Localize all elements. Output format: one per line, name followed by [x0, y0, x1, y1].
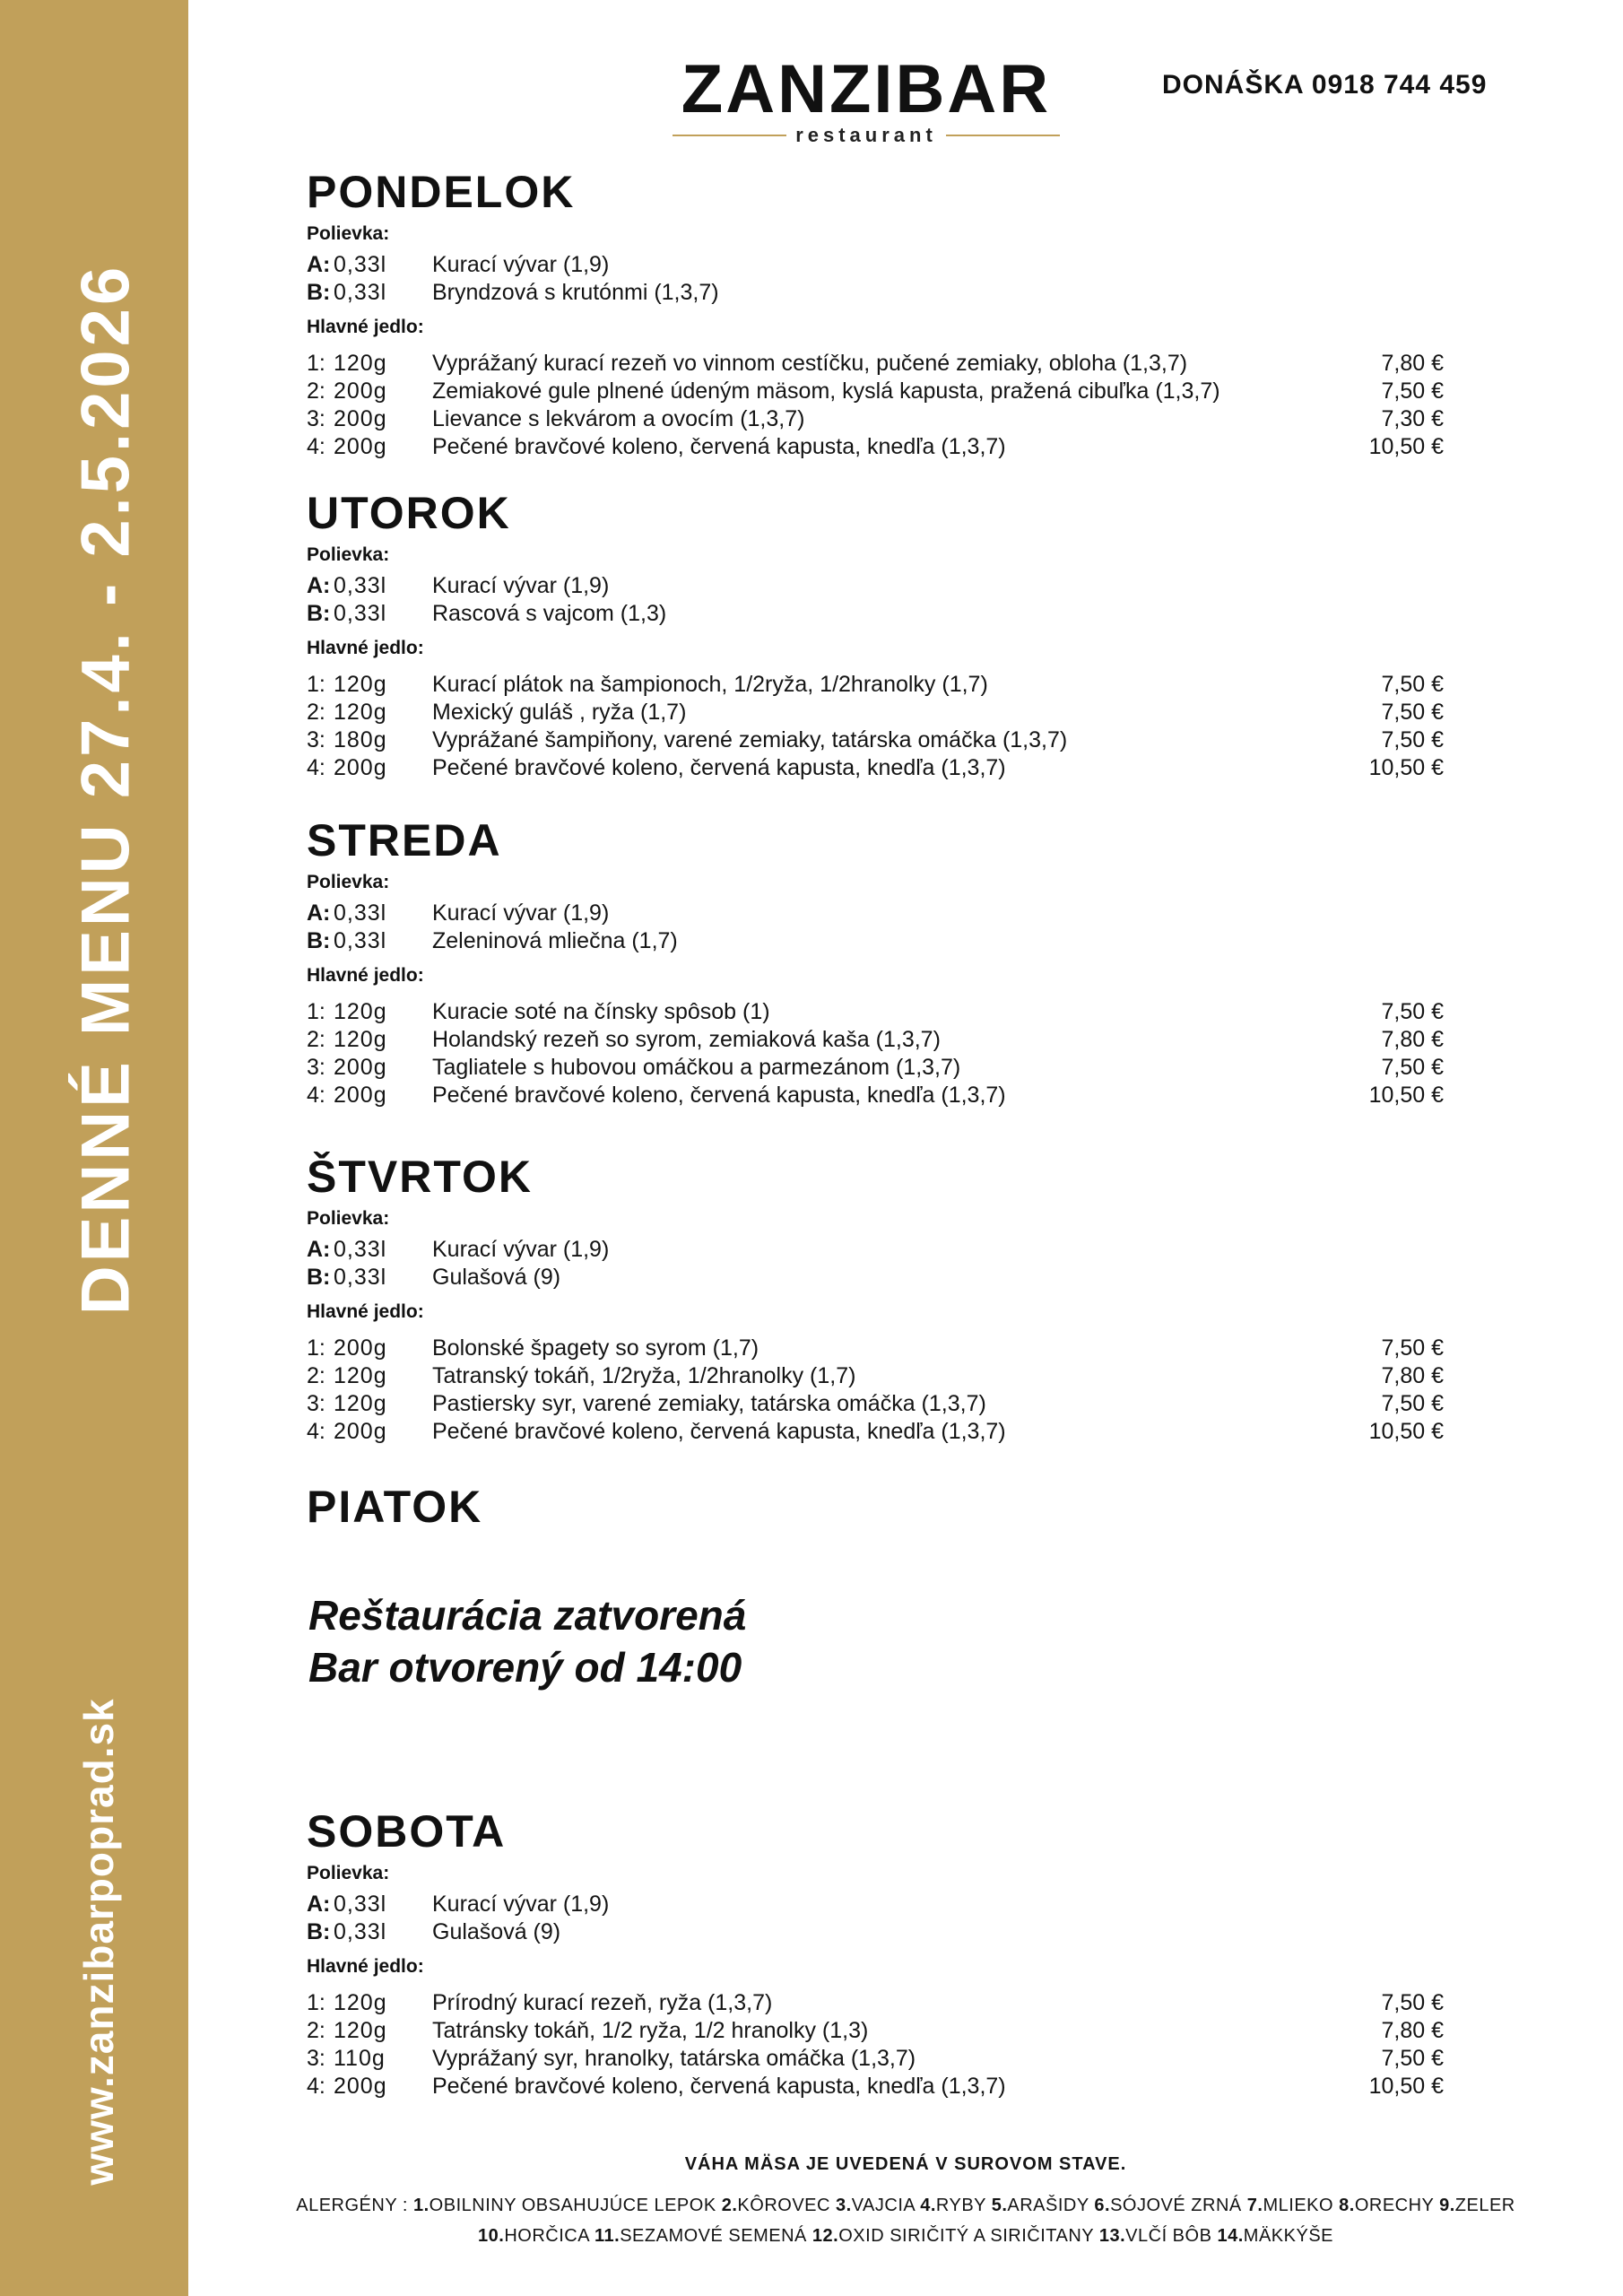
main-qty: 120g [334, 1391, 387, 1416]
allergen-name: ZELER [1454, 2196, 1515, 2215]
logo-divider [673, 135, 786, 136]
main-name: Pečené bravčové koleno, červená kapusta, knedľa (1,3,7) [432, 434, 1006, 459]
allergen-name: OBILNINY OBSAHUJÚCE LEPOK [429, 2196, 716, 2215]
day-name: PIATOK [307, 1482, 483, 1532]
main-name: Kuracie soté na čínsky spôsob (1) [432, 999, 770, 1024]
main-name: Bolonské špagety so syrom (1,7) [432, 1335, 759, 1361]
friday-section [307, 1478, 1444, 1535]
allergen-legend [215, 2190, 1596, 2251]
main-price: 7,50 € [1381, 1990, 1444, 2015]
main-num: 2: [307, 2018, 325, 2043]
allergen-num: 13. [1098, 2226, 1126, 2246]
soup-key: A: [307, 1892, 331, 1917]
soup-key: B: [307, 1919, 331, 1944]
main-num: 4: [307, 1083, 325, 1108]
main-qty: 120g [334, 999, 387, 1024]
main-name: Zemiakové gule plnené údeným mäsom, kyslá kapusta, pražená cibuľka (1,3,7) [432, 378, 1220, 404]
main-row [307, 433, 1444, 461]
main-name: Pečené bravčové koleno, červená kapusta, knedľa (1,3,7) [432, 755, 1006, 780]
main-qty: 120g [334, 1027, 387, 1052]
soup-key: B: [307, 928, 331, 953]
allergen-num: 11. [595, 2226, 621, 2246]
main-qty: 120g [334, 700, 387, 725]
main-price: 7,50 € [1381, 1055, 1444, 1080]
soup-row [307, 900, 1444, 927]
soup-list [307, 900, 1444, 955]
main-price: 10,50 € [1368, 1419, 1444, 1444]
allergen-num: 5. [991, 2196, 1008, 2215]
main-name: Vyprážané šampiňony, varené zemiaky, tatárska omáčka (1,3,7) [432, 727, 1068, 752]
main-name: Pastiersky syr, varené zemiaky, tatárska omáčka (1,3,7) [432, 1391, 986, 1416]
soup-list [307, 572, 1444, 628]
main-name: Pečené bravčové koleno, červená kapusta, knedľa (1,3,7) [432, 1083, 1006, 1108]
main-price: 7,50 € [1381, 1335, 1444, 1361]
main-num: 4: [307, 434, 325, 459]
main-list [307, 350, 1444, 461]
allergen-list [413, 2196, 1515, 2246]
main-row [307, 2017, 1444, 2045]
allergen-name: ARAŠIDY [1007, 2196, 1089, 2215]
soup-label: Polievka: [307, 872, 390, 892]
main-price: 10,50 € [1368, 755, 1444, 780]
allergen-name: SÓJOVÉ ZRNÁ [1110, 2196, 1242, 2215]
day-section [307, 163, 1444, 461]
soup-name: Rascová s vajcom (1,3) [432, 601, 667, 626]
main-num: 2: [307, 1363, 325, 1388]
main-num: 3: [307, 1055, 325, 1080]
allergen-name: KÔROVEC [737, 2196, 830, 2215]
bar-hours: Bar otvorený od 14:00 [308, 1644, 742, 1691]
soup-name: Gulašová (9) [432, 1919, 561, 1944]
delivery-phone: DONÁŠKA 0918 744 459 [1162, 70, 1488, 100]
allergen-num: 12. [812, 2226, 839, 2246]
main-qty: 180g [334, 727, 387, 752]
allergen-item [589, 2226, 807, 2246]
main-list [307, 1335, 1444, 1446]
main-price: 10,50 € [1368, 2074, 1444, 2099]
day-section [307, 1803, 1444, 2100]
main-row [307, 350, 1444, 378]
soup-key: B: [307, 601, 331, 626]
main-name: Tatránsky tokáň, 1/2 ryža, 1/2 hranolky (1,3) [432, 2018, 869, 2043]
main-row [307, 1362, 1444, 1390]
main-qty: 120g [334, 1990, 387, 2015]
soup-qty: 0,33l [334, 1237, 387, 1262]
main-num: 1: [307, 351, 325, 376]
main-qty: 200g [334, 1083, 387, 1108]
soup-key: B: [307, 1265, 331, 1290]
main-qty: 200g [334, 1419, 387, 1444]
main-row [307, 699, 1444, 726]
soup-qty: 0,33l [334, 928, 387, 953]
main-list [307, 1989, 1444, 2100]
main-row [307, 2073, 1444, 2100]
soup-row [307, 1918, 1444, 1946]
soup-name: Bryndzová s krutónmi (1,3,7) [432, 280, 719, 305]
main-label: Hlavné jedlo: [307, 1956, 424, 1977]
main-name: Tatranský tokáň, 1/2ryža, 1/2hranolky (1,7) [432, 1363, 856, 1388]
allergen-item [807, 2226, 1094, 2246]
day-section [307, 1148, 1444, 1446]
logo-sub-text: restaurant [795, 124, 937, 146]
main-label: Hlavné jedlo: [307, 965, 424, 986]
soup-list [307, 251, 1444, 307]
main-qty: 120g [334, 672, 387, 697]
main-num: 3: [307, 727, 325, 752]
friday-notice [308, 1589, 746, 1693]
soup-qty: 0,33l [334, 1892, 387, 1917]
soup-label: Polievka: [307, 1208, 390, 1229]
soup-list [307, 1236, 1444, 1292]
main-num: 1: [307, 999, 325, 1024]
allergen-name: ORECHY [1354, 2196, 1435, 2215]
soup-name: Gulašová (9) [432, 1265, 561, 1290]
soup-name: Kurací vývar (1,9) [432, 573, 610, 598]
soup-row [307, 1236, 1444, 1264]
main-row [307, 1054, 1444, 1082]
allergen-prefix: ALERGÉNY : [296, 2196, 408, 2215]
allergen-name: RYBY [935, 2196, 986, 2215]
main-label: Hlavné jedlo: [307, 317, 424, 337]
main-list [307, 671, 1444, 782]
menu-date-title: DENNÉ MENU 27.4. - 2.5.2026 [67, 263, 144, 1316]
logo-name: ZANZIBAR [681, 51, 1052, 127]
soup-name: Kurací vývar (1,9) [432, 1892, 610, 1917]
allergen-item [478, 2226, 589, 2246]
main-num: 4: [307, 755, 325, 780]
soup-list [307, 1891, 1444, 1946]
soup-row [307, 279, 1444, 307]
main-price: 7,80 € [1381, 1027, 1444, 1052]
allergen-num: 4. [920, 2196, 936, 2215]
soup-row [307, 251, 1444, 279]
main-row [307, 671, 1444, 699]
main-num: 3: [307, 406, 325, 431]
weight-note: VÁHA MÄSA JE UVEDENÁ V SUROVOM STAVE. [684, 2154, 1127, 2174]
soup-label: Polievka: [307, 1863, 390, 1883]
allergen-num: 3. [836, 2196, 852, 2215]
main-qty: 200g [334, 406, 387, 431]
main-num: 1: [307, 672, 325, 697]
main-price: 7,50 € [1381, 2046, 1444, 2071]
main-row [307, 2045, 1444, 2073]
main-num: 3: [307, 2046, 325, 2071]
allergen-item [830, 2196, 915, 2215]
allergen-num: 7. [1246, 2196, 1263, 2215]
day-name: UTOROK [307, 488, 511, 538]
soup-qty: 0,33l [334, 280, 387, 305]
main-qty: 200g [334, 378, 387, 404]
main-name: Pečené bravčové koleno, červená kapusta, knedľa (1,3,7) [432, 1419, 1006, 1444]
main-qty: 200g [334, 434, 387, 459]
main-qty: 200g [334, 1055, 387, 1080]
soup-label: Polievka: [307, 223, 390, 244]
main-name: Pečené bravčové koleno, červená kapusta, knedľa (1,3,7) [432, 2074, 1006, 2099]
soup-qty: 0,33l [334, 900, 387, 926]
day-name: STREDA [307, 815, 502, 865]
allergen-item [1242, 2196, 1333, 2215]
main-name: Tagliatele s hubovou omáčkou a parmezánom (1,3,7) [432, 1055, 961, 1080]
main-num: 1: [307, 1335, 325, 1361]
allergen-name: HORČICA [504, 2226, 589, 2246]
main-num: 3: [307, 1391, 325, 1416]
allergen-item [915, 2196, 986, 2215]
soup-name: Kurací vývar (1,9) [432, 252, 610, 277]
soup-key: A: [307, 900, 331, 926]
soup-qty: 0,33l [334, 1265, 387, 1290]
soup-name: Zeleninová mliečna (1,7) [432, 928, 678, 953]
soup-qty: 0,33l [334, 601, 387, 626]
allergen-name: MLIEKO [1263, 2196, 1334, 2215]
allergen-item [413, 2196, 716, 2215]
main-row [307, 1390, 1444, 1418]
soup-row [307, 1264, 1444, 1292]
allergen-item [1094, 2226, 1212, 2246]
soup-row [307, 600, 1444, 628]
allergen-item [716, 2196, 830, 2215]
main-name: Vyprážaný kurací rezeň vo vinnom cestíčku, pučené zemiaky, obloha (1,3,7) [432, 351, 1188, 376]
main-num: 2: [307, 700, 325, 725]
main-price: 7,50 € [1381, 999, 1444, 1024]
main-qty: 200g [334, 2074, 387, 2099]
allergen-name: VLČÍ BÔB [1125, 2226, 1212, 2246]
main-num: 2: [307, 1027, 325, 1052]
allergen-num: 10. [478, 2226, 505, 2246]
main-row [307, 726, 1444, 754]
main-price: 7,50 € [1381, 672, 1444, 697]
soup-row [307, 927, 1444, 955]
main-num: 4: [307, 2074, 325, 2099]
main-row [307, 998, 1444, 1026]
allergen-item [986, 2196, 1089, 2215]
allergen-item [1089, 2196, 1241, 2215]
main-price: 7,80 € [1381, 351, 1444, 376]
main-num: 4: [307, 1419, 325, 1444]
allergen-name: MÄKKÝŠE [1243, 2226, 1333, 2246]
main-qty: 110g [334, 2046, 386, 2071]
main-qty: 120g [334, 1363, 387, 1388]
soup-name: Kurací vývar (1,9) [432, 1237, 610, 1262]
main-row [307, 378, 1444, 405]
soup-key: A: [307, 573, 331, 598]
allergen-item [1434, 2196, 1515, 2215]
soup-name: Kurací vývar (1,9) [432, 900, 610, 926]
soup-key: B: [307, 280, 331, 305]
day-section [307, 484, 1444, 782]
main-row [307, 754, 1444, 782]
soup-qty: 0,33l [334, 573, 387, 598]
day-section [307, 812, 1444, 1109]
main-name: Lievance s lekvárom a ovocím (1,3,7) [432, 406, 805, 431]
main-qty: 200g [334, 1335, 387, 1361]
allergen-item [1211, 2226, 1333, 2246]
website-url: www.zanzibarpoprad.sk [75, 1698, 122, 2186]
main-price: 7,80 € [1381, 1363, 1444, 1388]
day-name: PONDELOK [307, 167, 576, 217]
allergen-name: SEZAMOVÉ SEMENÁ [620, 2226, 807, 2246]
soup-qty: 0,33l [334, 1919, 387, 1944]
main-row [307, 1989, 1444, 2017]
soup-row [307, 572, 1444, 600]
main-name: Vyprážaný syr, hranolky, tatárska omáčka (1,3,7) [432, 2046, 916, 2071]
main-label: Hlavné jedlo: [307, 638, 424, 658]
allergen-num: 14. [1217, 2226, 1244, 2246]
main-qty: 120g [334, 2018, 387, 2043]
main-name: Holandský rezeň so syrom, zemiaková kaša (1,3,7) [432, 1027, 941, 1052]
soup-label: Polievka: [307, 544, 390, 565]
logo-divider [946, 135, 1060, 136]
soup-key: A: [307, 252, 331, 277]
main-price: 7,50 € [1381, 727, 1444, 752]
restaurant-logo [673, 52, 1060, 147]
allergen-item [1333, 2196, 1434, 2215]
day-name: SOBOTA [307, 1806, 507, 1857]
main-price: 7,30 € [1381, 406, 1444, 431]
main-name: Mexický guláš , ryža (1,7) [432, 700, 687, 725]
main-price: 10,50 € [1368, 1083, 1444, 1108]
main-list [307, 998, 1444, 1109]
main-num: 1: [307, 1990, 325, 2015]
allergen-num: 8. [1339, 2196, 1355, 2215]
soup-key: A: [307, 1237, 331, 1262]
main-num: 2: [307, 378, 325, 404]
soup-row [307, 1891, 1444, 1918]
main-name: Kurací plátok na šampionoch, 1/2ryža, 1/2hranolky (1,7) [432, 672, 988, 697]
closed-notice: Reštaurácia zatvorená [308, 1592, 747, 1639]
allergen-name: VAJCIA [851, 2196, 916, 2215]
allergen-num: 2. [721, 2196, 738, 2215]
main-row [307, 1026, 1444, 1054]
main-row [307, 1082, 1444, 1109]
day-name: ŠTVRTOK [307, 1152, 533, 1202]
main-name: Prírodný kurací rezeň, ryža (1,3,7) [432, 1990, 773, 2015]
allergen-num: 6. [1094, 2196, 1111, 2215]
main-price: 10,50 € [1368, 434, 1444, 459]
main-row [307, 1335, 1444, 1362]
main-price: 7,50 € [1381, 378, 1444, 404]
main-row [307, 1418, 1444, 1446]
soup-qty: 0,33l [334, 252, 387, 277]
allergen-num: 9. [1439, 2196, 1455, 2215]
sidebar-band [0, 0, 188, 2296]
allergen-name: OXID SIRIČITÝ A SIRIČITANY [838, 2226, 1094, 2246]
main-qty: 120g [334, 351, 387, 376]
main-price: 7,50 € [1381, 700, 1444, 725]
main-label: Hlavné jedlo: [307, 1301, 424, 1322]
allergen-num: 1. [412, 2196, 430, 2215]
main-price: 7,80 € [1381, 2018, 1444, 2043]
main-row [307, 405, 1444, 433]
main-price: 7,50 € [1381, 1391, 1444, 1416]
main-qty: 200g [334, 755, 387, 780]
